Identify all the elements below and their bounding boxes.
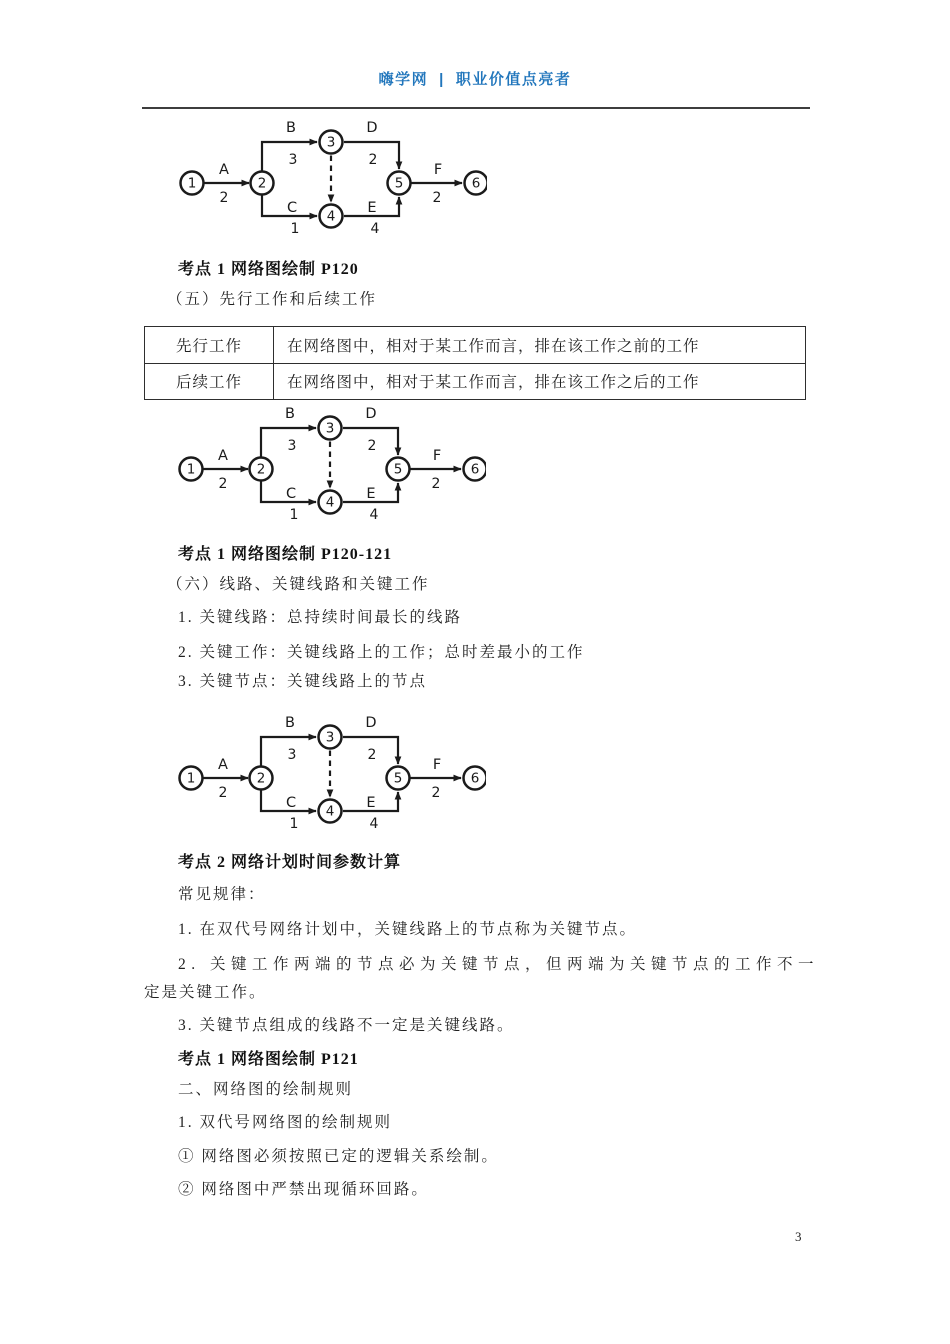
network-diagram-1 bbox=[175, 117, 487, 239]
event-node-number: 4 bbox=[325, 803, 335, 820]
event-node-number: 6 bbox=[470, 461, 480, 478]
network-diagram-2 bbox=[174, 403, 486, 525]
edge-duration-label: 2 bbox=[432, 189, 442, 206]
section2-heading: 考点 1 网络图绘制 P120-121 bbox=[178, 546, 393, 563]
brand-tagline: 职业价值点亮者 bbox=[455, 71, 572, 88]
section4-heading: 考点 1 网络图绘制 P121 bbox=[178, 1051, 359, 1068]
section3-intro: 常见规律： bbox=[178, 886, 266, 903]
edge-name-label: D bbox=[366, 120, 378, 137]
edge-duration-label: 2 bbox=[367, 437, 377, 454]
event-node-number: 1 bbox=[186, 770, 196, 787]
table-cell-definition: 在网络图中，相对于某工作而言，排在该工作之前的工作 bbox=[274, 327, 806, 364]
event-node-number: 1 bbox=[187, 175, 197, 192]
event-node-number: 3 bbox=[325, 729, 335, 746]
table-row bbox=[145, 363, 806, 400]
section2-item-1: 1. 关键线路：总持续时间最长的线路 bbox=[178, 609, 463, 626]
edge-duration-label: 2 bbox=[219, 189, 229, 206]
activity-network-svg bbox=[174, 712, 486, 834]
event-node-number: 6 bbox=[470, 770, 480, 787]
section4-item-1: 1. 双代号网络图的绘制规则 bbox=[178, 1114, 393, 1131]
event-node-number: 2 bbox=[256, 461, 266, 478]
definition-table bbox=[144, 326, 806, 400]
event-node-number: 4 bbox=[326, 208, 336, 225]
section3-rule-2-line1: 2. 关键工作两端的节点必为关键节点，但两端为关键节点的工作不一 bbox=[178, 956, 820, 973]
edge-name-label: E bbox=[367, 200, 377, 217]
table-cell-term: 后续工作 bbox=[145, 363, 274, 400]
edge-name-label: A bbox=[219, 162, 229, 179]
header-divider bbox=[142, 107, 810, 109]
brand-name: 嗨学网 bbox=[378, 71, 429, 88]
network-diagram-3 bbox=[174, 712, 486, 834]
edge-duration-label: 3 bbox=[288, 151, 298, 168]
section2-item-3: 3. 关键节点：关键线路上的节点 bbox=[178, 673, 428, 690]
activity-network-svg bbox=[174, 403, 486, 525]
edge-duration-label: 1 bbox=[289, 815, 299, 832]
event-node-number: 3 bbox=[326, 134, 336, 151]
event-node-number: 5 bbox=[394, 175, 404, 192]
section4-rule-1: ① 网络图必须按照已定的逻辑关系绘制。 bbox=[178, 1148, 499, 1165]
edge-name-label: C bbox=[286, 200, 298, 217]
event-node-number: 2 bbox=[257, 175, 267, 192]
edge-name-label: B bbox=[285, 715, 295, 732]
event-node-number: 5 bbox=[393, 770, 403, 787]
section3-heading: 考点 2 网络计划时间参数计算 bbox=[178, 854, 402, 871]
edge-duration-label: 2 bbox=[218, 784, 228, 801]
edge-name-label: E bbox=[366, 795, 376, 812]
section3-rule-3: 3. 关键节点组成的线路不一定是关键线路。 bbox=[178, 1017, 515, 1034]
section3-rule-2-line2: 定是关键工作。 bbox=[144, 984, 267, 1001]
event-node-number: 4 bbox=[325, 494, 335, 511]
table-cell-definition: 在网络图中，相对于某工作而言，排在该工作之后的工作 bbox=[274, 363, 806, 400]
edge-duration-label: 2 bbox=[218, 475, 228, 492]
event-node-number: 2 bbox=[256, 770, 266, 787]
edge-name-label: F bbox=[433, 162, 443, 179]
edge-name-label: C bbox=[285, 795, 297, 812]
event-node-number: 1 bbox=[186, 461, 196, 478]
brand-separator-icon: | bbox=[439, 71, 445, 88]
edge-duration-label: 1 bbox=[290, 220, 300, 237]
edge-name-label: E bbox=[366, 486, 376, 503]
event-node-number: 3 bbox=[325, 420, 335, 437]
section1-heading: 考点 1 网络图绘制 P120 bbox=[178, 261, 359, 278]
edge-name-label: F bbox=[432, 448, 442, 465]
edge-name-label: B bbox=[285, 406, 295, 423]
section4-rule-2: ② 网络图中严禁出现循环回路。 bbox=[178, 1181, 429, 1198]
edge-name-label: A bbox=[218, 757, 228, 774]
activity-network-svg bbox=[175, 117, 487, 239]
edge-duration-label: 2 bbox=[431, 784, 441, 801]
table-row bbox=[145, 327, 806, 364]
table-cell-term: 先行工作 bbox=[145, 327, 274, 364]
edge-duration-label: 2 bbox=[368, 151, 378, 168]
event-node-number: 5 bbox=[393, 461, 403, 478]
section4-subheading: 二、网络图的绘制规则 bbox=[178, 1081, 354, 1098]
edge-name-label: B bbox=[286, 120, 296, 137]
section2-item-2: 2. 关键工作：关键线路上的工作；总时差最小的工作 bbox=[178, 644, 585, 661]
edge-duration-label: 1 bbox=[289, 506, 299, 523]
section3-rule-1: 1. 在双代号网络计划中，关键线路上的节点称为关键节点。 bbox=[178, 921, 638, 938]
edge-name-label: F bbox=[432, 757, 442, 774]
page-number: 3 bbox=[795, 1229, 802, 1244]
section2-subheading: （六）线路、关键线路和关键工作 bbox=[167, 576, 430, 593]
event-node-number: 6 bbox=[471, 175, 481, 192]
section1-subheading: （五）先行工作和后续工作 bbox=[167, 291, 378, 308]
page-header bbox=[0, 68, 950, 89]
edge-duration-label: 4 bbox=[369, 506, 379, 523]
edge-duration-label: 3 bbox=[287, 746, 297, 763]
edge-name-label: D bbox=[365, 406, 377, 423]
edge-duration-label: 4 bbox=[369, 815, 379, 832]
edge-duration-label: 2 bbox=[431, 475, 441, 492]
edge-duration-label: 2 bbox=[367, 746, 377, 763]
edge-duration-label: 3 bbox=[287, 437, 297, 454]
edge-name-label: D bbox=[365, 715, 377, 732]
edge-name-label: A bbox=[218, 448, 228, 465]
edge-name-label: C bbox=[285, 486, 297, 503]
edge-duration-label: 4 bbox=[370, 220, 380, 237]
